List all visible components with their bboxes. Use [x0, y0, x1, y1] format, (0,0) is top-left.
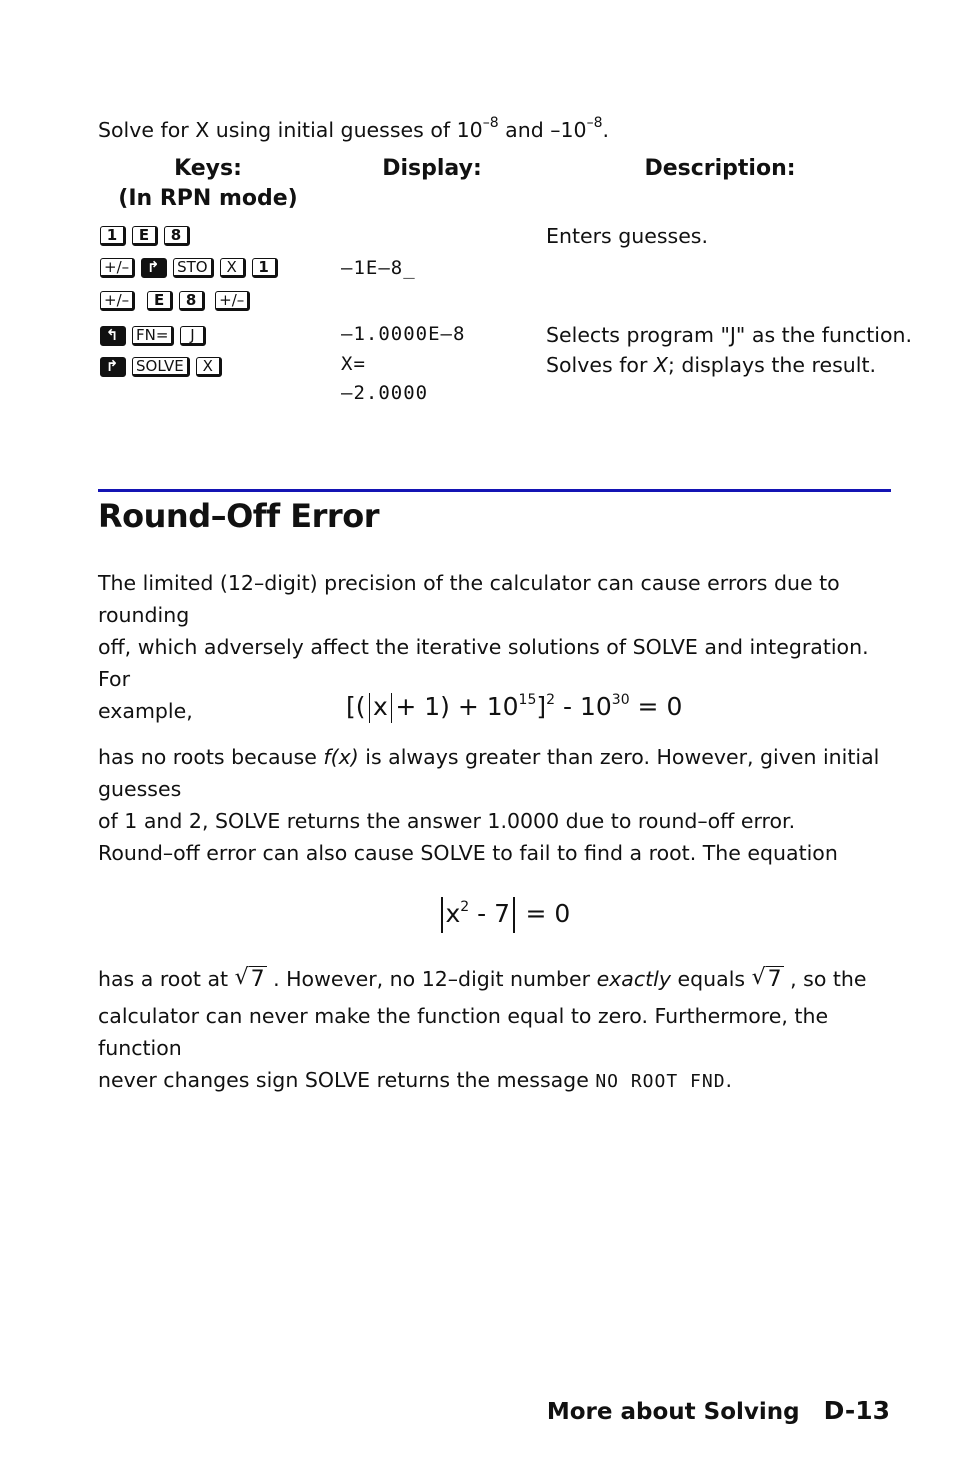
key-j: J [180, 326, 206, 346]
key-e: E [132, 226, 158, 246]
sqrt-symbol: √ 7 [234, 965, 265, 992]
description-header: Description: [644, 156, 796, 181]
paragraph: has no roots because f(x) is always greater than zero. However, given initial guesses of 1 and 2, SOLVE returns the answer 1.0000 due to round–off error. [98, 745, 880, 833]
key-row-5 [100, 355, 222, 379]
sqrt-symbol: √ 7 [751, 965, 782, 992]
key-row-4 [100, 324, 206, 348]
paragraph: Round–off error can also cause SOLVE to fail to find a root. The equation [98, 841, 838, 865]
section-rule [98, 489, 891, 492]
description-text: Enters guesses. [546, 224, 709, 248]
key-change-sign: +/– [100, 258, 135, 278]
display-line: –1.0000E–8 [341, 323, 466, 345]
paragraph: The limited (12–digit) precision of the calculator can cause errors due to rounding off, which adversely affect the iterative solutions of SOLVE and integration. For example, [98, 571, 869, 723]
page-number: D-13 [823, 1396, 890, 1425]
paragraph: has a root at √ 7 . However, no 12–digit number exactly equals √ 7 , so the calculator can never make the function equal to zero. Furthermore, the function never changes sign SOLVE returns the message NO ROOT FND. [98, 965, 867, 1092]
equation-1: [( $x + 1) + 10^{15}]^2 - 10^{30} = 0$ [346, 691, 683, 721]
description-text: Selects program "J" as the function. [546, 323, 913, 347]
description-text: Solves for X; displays the result. [546, 353, 877, 377]
key-1: 1 [252, 258, 278, 278]
key-row-3 [100, 289, 250, 313]
intro-text: Solve for X using initial guesses of $10^{-8}$ and $-10^{-8}$. [98, 115, 610, 142]
right-shift-key-icon: ↱ [141, 258, 167, 278]
key-fn-equals: FN= [132, 326, 174, 346]
section-title: Round–Off Error [98, 497, 379, 535]
left-shift-key-icon: ↰ [100, 326, 126, 346]
key-1: 1 [100, 226, 126, 246]
key-x: X [220, 258, 246, 278]
display-line: X= [341, 353, 366, 375]
key-row-1 [100, 224, 190, 248]
display-header: Display: [382, 156, 482, 181]
page-footer: More about Solving D-13 [546, 1396, 890, 1425]
key-row-2 [100, 256, 278, 280]
error-message: NO ROOT FND [595, 1071, 726, 1092]
key-change-sign: +/– [215, 291, 250, 311]
key-8: 8 [164, 226, 190, 246]
display-line: –2.0000 [341, 382, 429, 404]
key-e: E [147, 291, 173, 311]
keys-header: Keys: (In RPN mode) [118, 156, 298, 211]
equation-2: $x^2 - 7 = 0$ [438, 897, 570, 933]
key-solve: SOLVE [132, 357, 190, 377]
key-change-sign: +/– [100, 291, 135, 311]
display-line: –1E–8_ [341, 257, 416, 279]
key-8: 8 [179, 291, 205, 311]
right-shift-key-icon: ↱ [100, 357, 126, 377]
key-sto: STO [173, 258, 214, 278]
key-x: X [196, 357, 222, 377]
